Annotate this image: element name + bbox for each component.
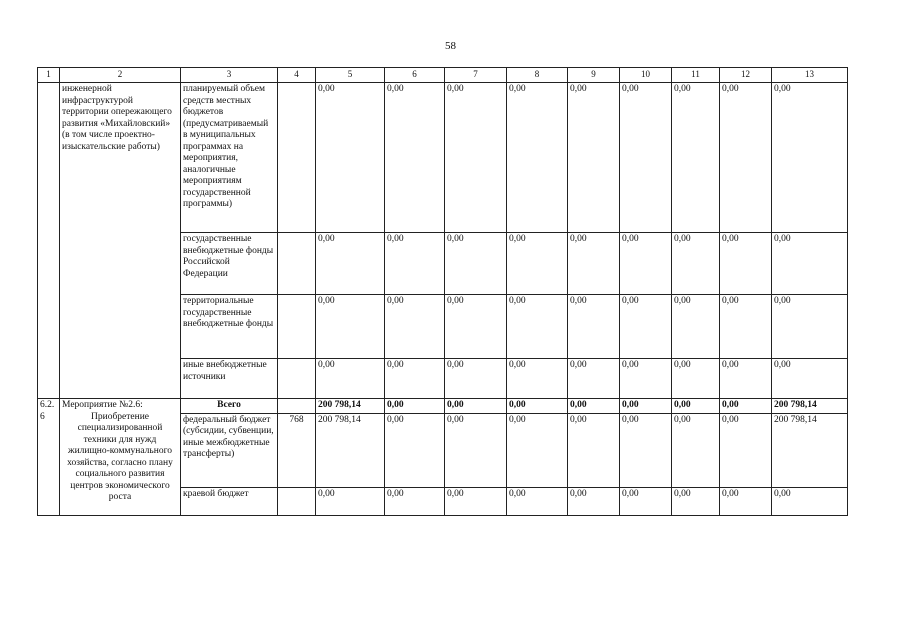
value-cell: 0,00 [720,83,772,233]
value-cell: 0,00 [620,83,672,233]
code-cell [278,233,316,295]
header-cell: 9 [568,68,620,83]
header-cell: 7 [445,68,507,83]
event-name-cell [60,399,181,516]
value-cell: 0,00 [507,233,568,295]
value-cell: 0,00 [672,399,720,414]
value-cell: 0,00 [672,359,720,399]
value-cell: 0,00 [672,413,720,487]
value-cell: 0,00 [385,359,445,399]
page-number: 58 [445,40,456,52]
value-cell: 0,00 [316,487,385,515]
value-cell: 200 798,14 [772,399,848,414]
value-cell: 0,00 [620,399,672,414]
value-cell: 0,00 [445,487,507,515]
value-cell: 0,00 [507,83,568,233]
header-cell: 10 [620,68,672,83]
row-number-cell [38,83,60,399]
value-cell: 0,00 [720,487,772,515]
header-cell: 13 [772,68,848,83]
header-cell: 1 [38,68,60,83]
value-cell: 0,00 [620,413,672,487]
source-cell: федеральный бюджет (субсидии, субвенции, иные межбюджетные трансферты) [181,413,278,487]
value-cell: 0,00 [316,233,385,295]
value-cell: 200 798,14 [316,413,385,487]
event-name-cell: инженерной инфраструктурой территории опережающего развития «Михайловский» (в том числе проектно-изыскательские работы) [60,83,181,399]
value-cell: 0,00 [507,399,568,414]
value-cell: 0,00 [772,83,848,233]
value-cell: 0,00 [507,413,568,487]
code-cell [278,295,316,359]
value-cell: 0,00 [772,233,848,295]
value-cell: 0,00 [385,233,445,295]
value-cell: 0,00 [385,295,445,359]
value-cell: 0,00 [772,359,848,399]
value-cell: 0,00 [672,295,720,359]
header-cell: 6 [385,68,445,83]
value-cell: 0,00 [772,487,848,515]
value-cell: 0,00 [445,359,507,399]
value-cell: 0,00 [568,295,620,359]
row-number-cell: 6.2.6 [38,399,60,516]
value-cell: 0,00 [445,83,507,233]
source-cell: Всего [181,399,278,414]
value-cell: 200 798,14 [316,399,385,414]
source-cell: планируемый объем средств местных бюджетов (предусматриваемый в муниципальных программах на мероприятия, аналогичные мероприятиям государственной программы) [181,83,278,233]
value-cell: 0,00 [720,413,772,487]
code-cell [278,83,316,233]
value-cell: 0,00 [568,359,620,399]
header-row [38,68,848,83]
source-cell: краевой бюджет [181,487,278,515]
value-cell: 0,00 [672,487,720,515]
value-cell: 0,00 [316,83,385,233]
code-cell: 768 [278,413,316,487]
header-cell: 2 [60,68,181,83]
source-cell: иные внебюджетные источники [181,359,278,399]
header-cell: 5 [316,68,385,83]
value-cell: 0,00 [445,413,507,487]
value-cell: 0,00 [672,233,720,295]
budget-table [37,67,848,516]
value-cell: 0,00 [385,83,445,233]
value-cell: 0,00 [720,233,772,295]
table-row [38,399,848,414]
code-cell [278,487,316,515]
value-cell: 0,00 [445,295,507,359]
value-cell: 0,00 [568,487,620,515]
header-cell: 11 [672,68,720,83]
value-cell: 0,00 [568,233,620,295]
value-cell: 0,00 [672,83,720,233]
value-cell: 0,00 [568,413,620,487]
value-cell: 0,00 [620,359,672,399]
event-description: Приобретение специализированной техники для нужд жилищно-коммунального хозяйства, согласно плану социального развития центров экономического роста [67,411,173,502]
value-cell: 0,00 [316,359,385,399]
code-cell [278,399,316,414]
value-cell: 0,00 [568,399,620,414]
header-cell: 4 [278,68,316,83]
header-cell: 3 [181,68,278,83]
value-cell: 0,00 [385,399,445,414]
source-cell: государственные внебюджетные фонды Российской Федерации [181,233,278,295]
value-cell: 0,00 [568,83,620,233]
value-cell: 0,00 [507,359,568,399]
value-cell: 0,00 [720,399,772,414]
header-cell: 12 [720,68,772,83]
value-cell: 0,00 [445,399,507,414]
value-cell: 0,00 [620,295,672,359]
value-cell: 0,00 [620,487,672,515]
value-cell: 0,00 [772,295,848,359]
value-cell: 0,00 [620,233,672,295]
header-cell: 8 [507,68,568,83]
value-cell: 200 798,14 [772,413,848,487]
value-cell: 0,00 [720,295,772,359]
value-cell: 0,00 [720,359,772,399]
value-cell: 0,00 [445,233,507,295]
code-cell [278,359,316,399]
source-cell: территориальные государственные внебюджетные фонды [181,295,278,359]
value-cell: 0,00 [385,413,445,487]
value-cell: 0,00 [507,487,568,515]
event-title: Мероприятие №2.6: [62,400,143,410]
value-cell: 0,00 [316,295,385,359]
table-row [38,83,848,233]
value-cell: 0,00 [385,487,445,515]
value-cell: 0,00 [507,295,568,359]
